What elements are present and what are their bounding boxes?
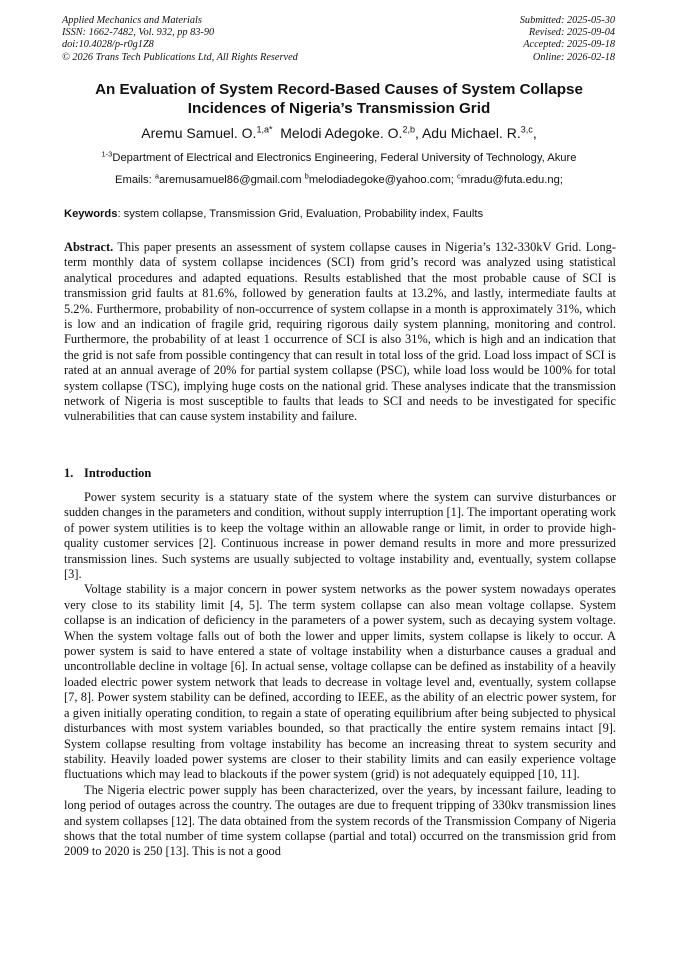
introduction-body <box>64 490 616 860</box>
email-a-sup: a <box>154 171 159 181</box>
affiliation-text: Department of Electrical and Electronics Engineering, Federal University of Technology, Akure <box>112 152 577 164</box>
title-line-2: Incidences of Nigeria’s Transmission Grid <box>187 99 491 117</box>
paper-title <box>40 81 638 118</box>
abstract-label: Abstract. <box>64 240 114 254</box>
issn-line: ISSN: 1662-7482, Vol. 932, pp 83-90 <box>62 27 215 39</box>
keywords-label: Keywords <box>64 208 118 220</box>
author-separator: , <box>532 125 537 141</box>
abstract-text: This paper presents an assessment of system collapse causes in Nigeria’s 132-330kV Grid. Long-term monthly data of system collapse incidences (SCI) from grid’s record was analyzed using statistical analytical procedures and adapted equations. Results established that the most probable cause of SCI is transmission grid faults at 81.6%, followed by generation faults at 13.2%, and lastly, intermediate faults at 5.2%. Furthermore, probability of non-occurrence of system collapse in a month is approximately 31%, which is low and an indication of fragile grid, requiring rigorous daily system planning, monitoring and control. Furthermore, the probability of at least 1 occurrence of SCI is also 31%, which is high and an indication that the grid is not safe from possible contingency that can result in total loss of the grid. Load loss impact of SCI is rated at an annual average of 20% for partial system collapse (PSC), while load loss would be 100% for total system collapse (TSC), implying huge costs on the national grid. These analyses indicate that the transmission network of Nigeria is most susceptible to faults that leads to SCI and needs to be investigated for specific vulnerabilities that can cause system instability and failure. <box>64 240 616 424</box>
affiliation <box>20 151 658 165</box>
email-b-sup: b <box>304 171 309 181</box>
paragraph: The Nigeria electric power supply has been characterized, over the years, by incessant failure, leading to long period of outages across the country. The outages are due to frequent tripping of 330kv transmission lines and system collapses [12]. The data obtained from the system records of the Transmission Company of Nigeria shows that the total number of time system collapse (partial and total) occurred on the transmission grid from 2009 to 2020 is 250 [13]. This is not a good <box>64 782 616 859</box>
keywords <box>64 207 616 221</box>
copyright-line: © 2026 Trans Tech Publications Ltd, All Rights Reserved <box>62 51 298 63</box>
email-a[interactable]: aremusamuel86@gmail.com <box>159 174 305 186</box>
submitted-date: Submitted: 2025-05-30 <box>519 15 615 26</box>
email-c-sup: c <box>457 171 461 181</box>
dates-header <box>520 15 615 64</box>
email-b[interactable]: melodiadegoke@yahoo.com; <box>308 174 458 186</box>
author-3: Adu Michael. R. <box>421 125 521 141</box>
author-separator: , <box>414 125 422 141</box>
revised-date: Revised: 2025-09-04 <box>528 27 615 39</box>
email-c[interactable]: mradu@futa.edu.ng; <box>460 174 563 186</box>
author-2: Melodi Adegoke. O. <box>280 125 403 141</box>
online-date: Online: 2026-02-18 <box>532 51 615 63</box>
section-title: Introduction <box>84 466 152 480</box>
author-list <box>20 124 658 142</box>
author-3-affil: 3,c <box>520 124 533 135</box>
affiliation-sup: 1-3 <box>101 149 113 159</box>
section-number: 1. <box>64 466 74 480</box>
title-line-1: An Evaluation of System Record-Based Causes of System Collapse <box>95 81 583 98</box>
emails-label: Emails: <box>115 174 155 186</box>
author-emails <box>20 173 658 187</box>
section-heading-introduction <box>64 466 616 481</box>
paragraph: Power system security is a statuary state of the system where the system can survive disturbances or sudden changes in the parameters and condition, without supply interruption [1]. The important operating work of power system utilities is to keep the voltage within an allowable range or limit, in order to provide high-quality customer services [2]. Continuous increase in power demand results in more and more pressurized transmission lines. Such systems are usually subjected to voltage instability and, eventually, system collapse [3]. <box>64 490 616 582</box>
author-2-affil: 2,b <box>402 124 415 135</box>
keywords-text: : system collapse, Transmission Grid, Evaluation, Probability index, Faults <box>117 208 484 220</box>
paragraph: Voltage stability is a major concern in power system networks as the power system nowadays operates very close to its stability limit [4, 5]. The term system collapse can also mean voltage collapse. System collapse is an indication of deficiency in the parameters of a power system, such as decaying system voltage. When the system voltage falls out of both the lower and upper limits, system collapse is likely to occur. A power system is said to have entered a state of voltage instability when a disturbance causes a gradual and uncontrollable decline in voltage [6]. In actual sense, voltage collapse can be defined as instability of a heavily loaded electric power system network that leads to decrease in voltage level and, eventually, system collapse [7, 8]. Power system stability can be defined, according to IEEE, as the ability of an electric power system, for a given initially operating condition, to regain a state of operating equilibrium after being subjected to physical disturbances with most system variables bounded, so that practically the entire system remains intact [9]. System collapse resulting from voltage instability has become an increasing threat to system security and stability. Heavily loaded power systems are closer to their stability limits and can easily experience voltage fluctuations which may lead to blackouts if the power system (grid) is not adequately equipped [10, 11]. <box>64 582 616 782</box>
accepted-date: Accepted: 2025-09-18 <box>523 39 615 51</box>
abstract <box>64 240 616 425</box>
author-1-affil: 1,a* <box>256 124 273 135</box>
author-1: Aremu Samuel. O. <box>141 125 257 141</box>
journal-name: Applied Mechanics and Materials <box>62 15 202 26</box>
journal-header <box>62 15 298 64</box>
doi-line[interactable]: doi:10.4028/p-r0g1Z8 <box>62 39 154 51</box>
